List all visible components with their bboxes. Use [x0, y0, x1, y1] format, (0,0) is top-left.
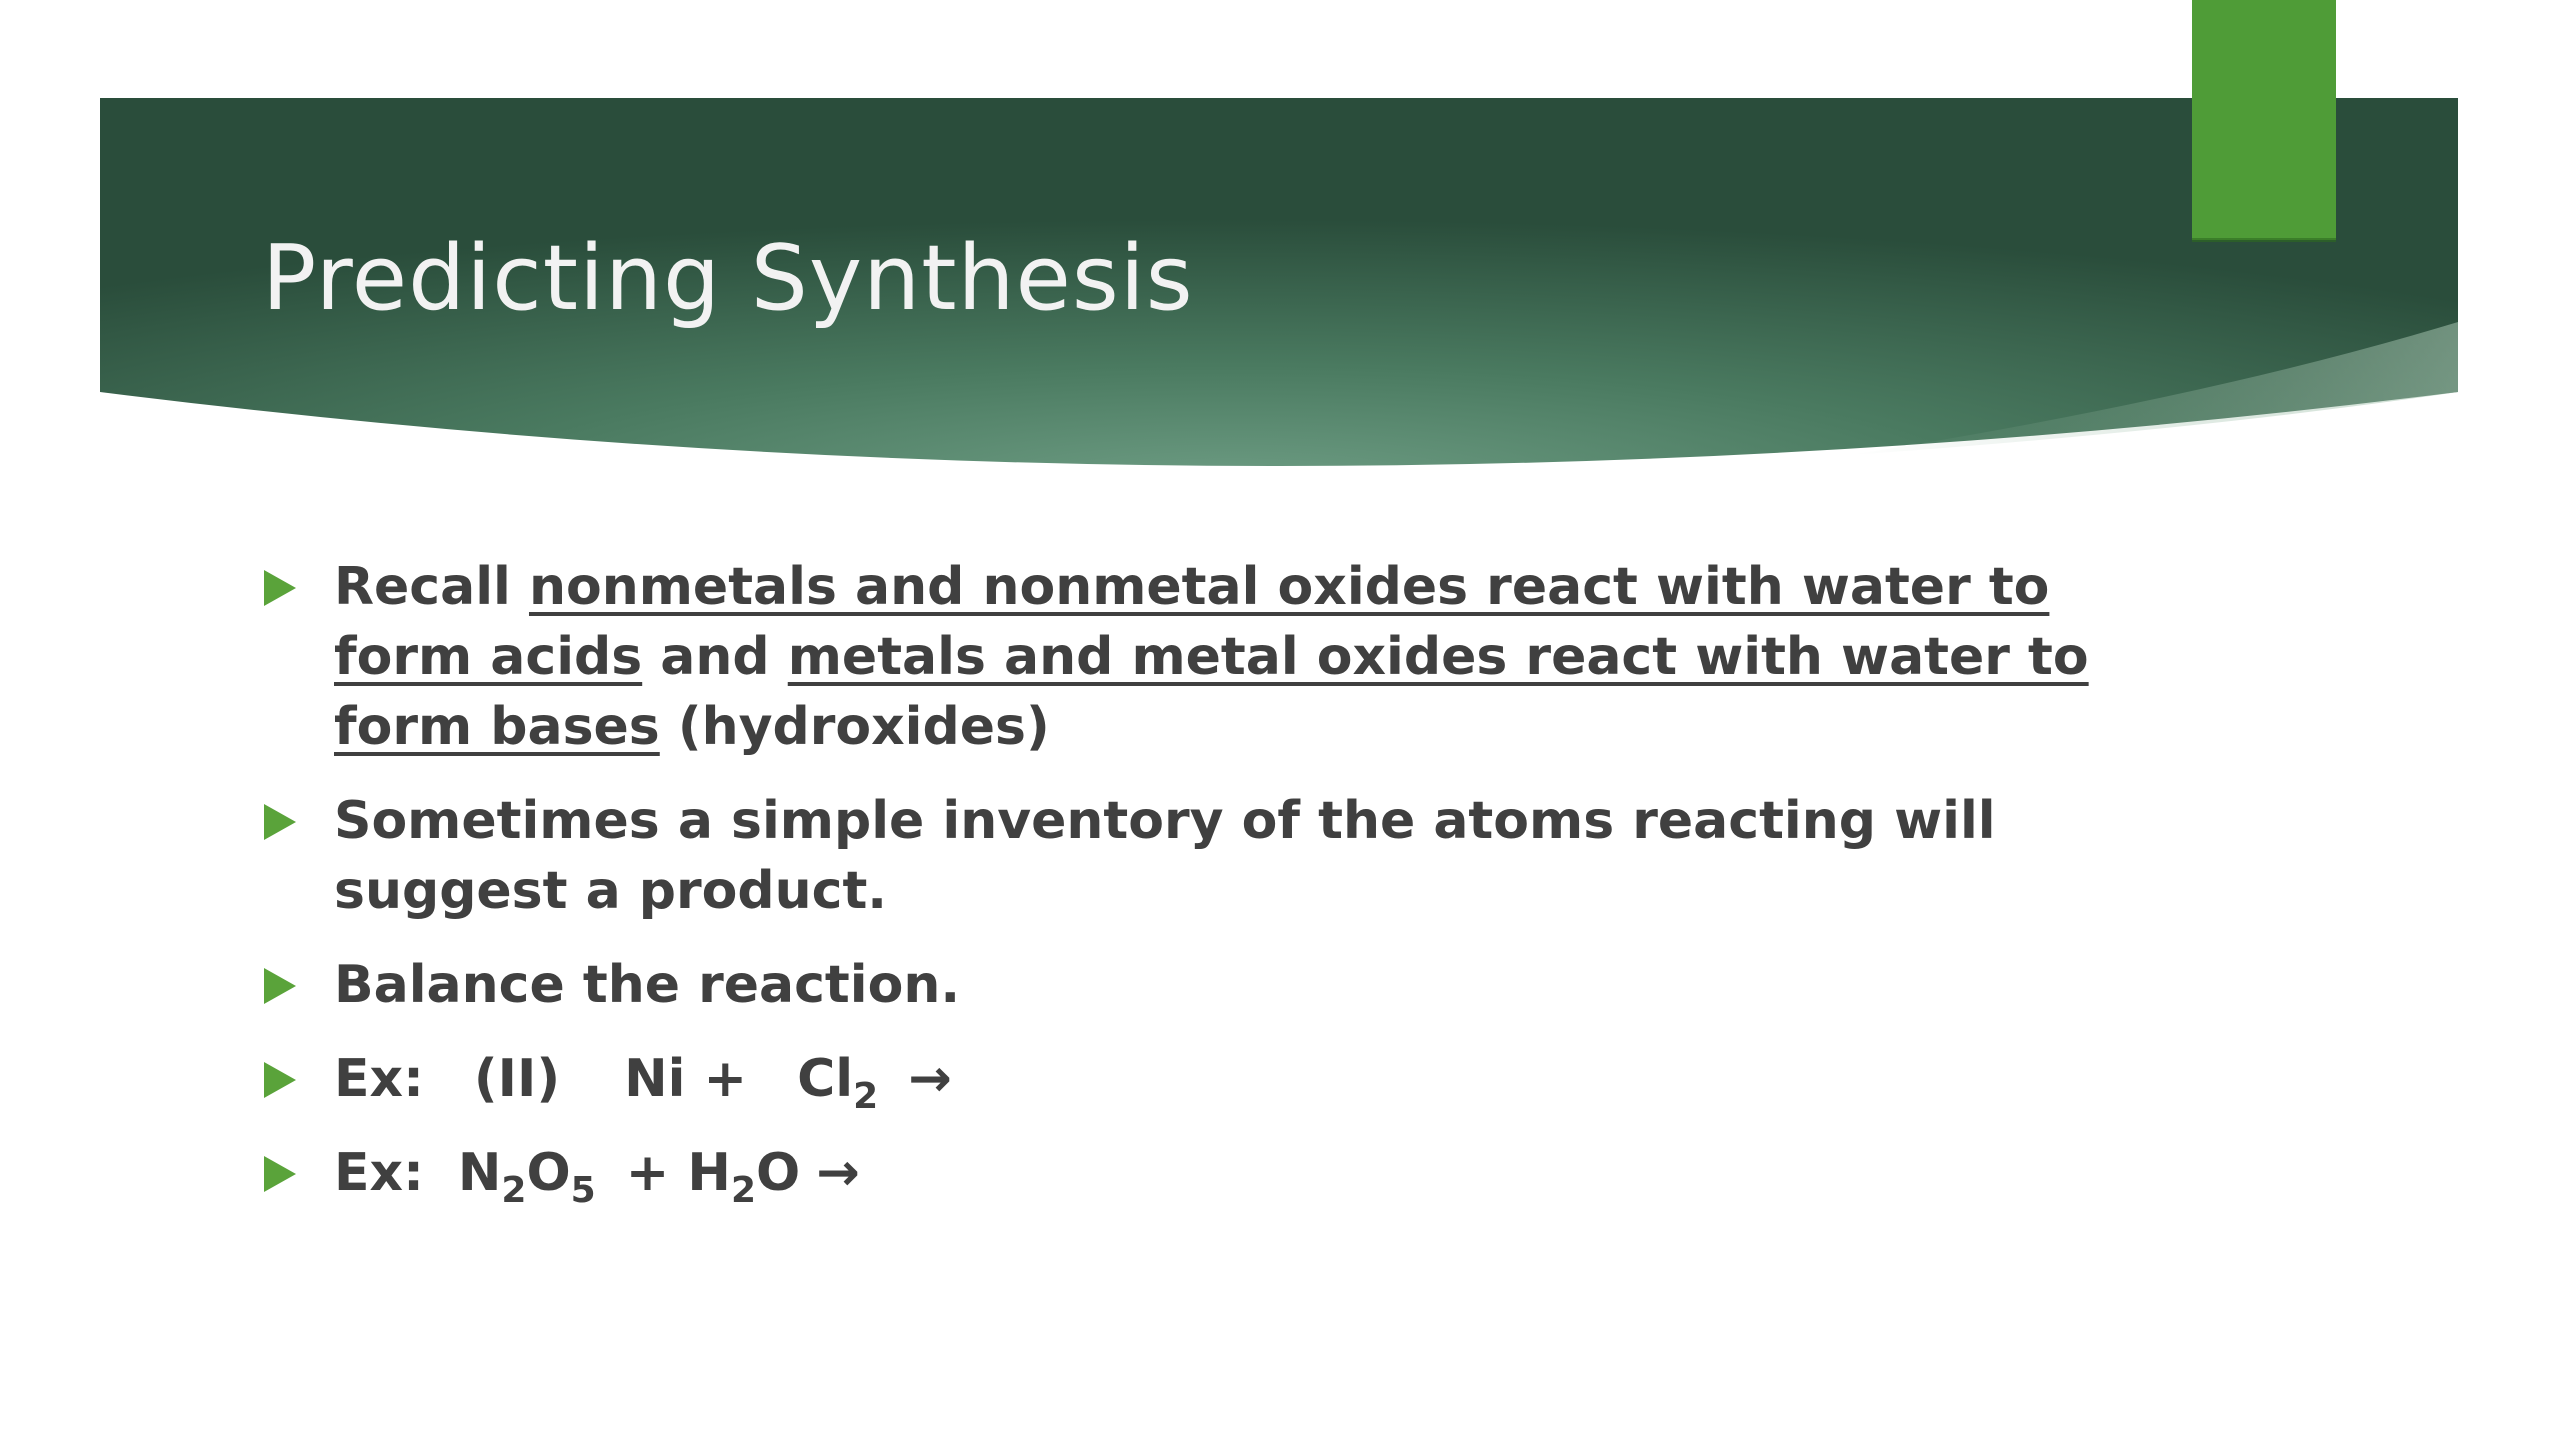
triangle-right-icon: [264, 1156, 296, 1192]
hydrogen-subscript: 2: [730, 1170, 756, 1211]
water-oxygen-term: O: [756, 1143, 801, 1203]
bullet-text: Sometimes a simple inventory of the atoms reacting will suggest a product.: [334, 791, 1996, 921]
bullet-item: [262, 552, 2162, 762]
nickel-term: Ni +: [624, 1049, 748, 1109]
example-label: Ex:: [334, 1143, 424, 1203]
chlorine-subscript: 2: [853, 1076, 879, 1117]
underlined-metals-phrase: metals and metal oxides react with water to form bases: [334, 627, 2089, 757]
example-label: Ex:: [334, 1049, 424, 1109]
bullet-item-example-dinitrogen: [262, 1138, 2162, 1211]
triangle-right-icon: [264, 570, 296, 606]
bullet-item: [262, 786, 2162, 926]
bullet-text-prefix: Recall: [334, 557, 529, 617]
bullet-text-suffix: (hydroxides): [659, 697, 1050, 757]
bullet-list: [262, 552, 2162, 1232]
accent-tab: [2192, 0, 2336, 240]
oxygen-term: O: [526, 1143, 571, 1203]
reaction-arrow-icon: →: [908, 1049, 952, 1109]
nitrogen-term: N: [457, 1143, 502, 1203]
bullet-text: Balance the reaction.: [334, 955, 961, 1015]
chlorine-term: Cl: [797, 1049, 854, 1109]
triangle-right-icon: [264, 1062, 296, 1098]
bullet-item-example-nickel: [262, 1044, 2162, 1117]
bullet-item: [262, 950, 2162, 1020]
underlined-nonmetals-phrase: nonmetals and nonmetal oxides react with water to form acids: [334, 557, 2050, 687]
reaction-arrow-icon: →: [816, 1143, 860, 1203]
oxygen-subscript: 5: [570, 1170, 596, 1211]
triangle-right-icon: [264, 804, 296, 840]
accent-tab-shadow: [2192, 238, 2336, 242]
nitrogen-subscript: 2: [501, 1170, 527, 1211]
triangle-right-icon: [264, 968, 296, 1004]
oxidation-state: (II): [473, 1049, 561, 1109]
water-hydrogen-term: + H: [625, 1143, 731, 1203]
slide-title: Predicting Synthesis: [262, 226, 1194, 331]
bullet-text-conjunction: and: [642, 627, 788, 687]
